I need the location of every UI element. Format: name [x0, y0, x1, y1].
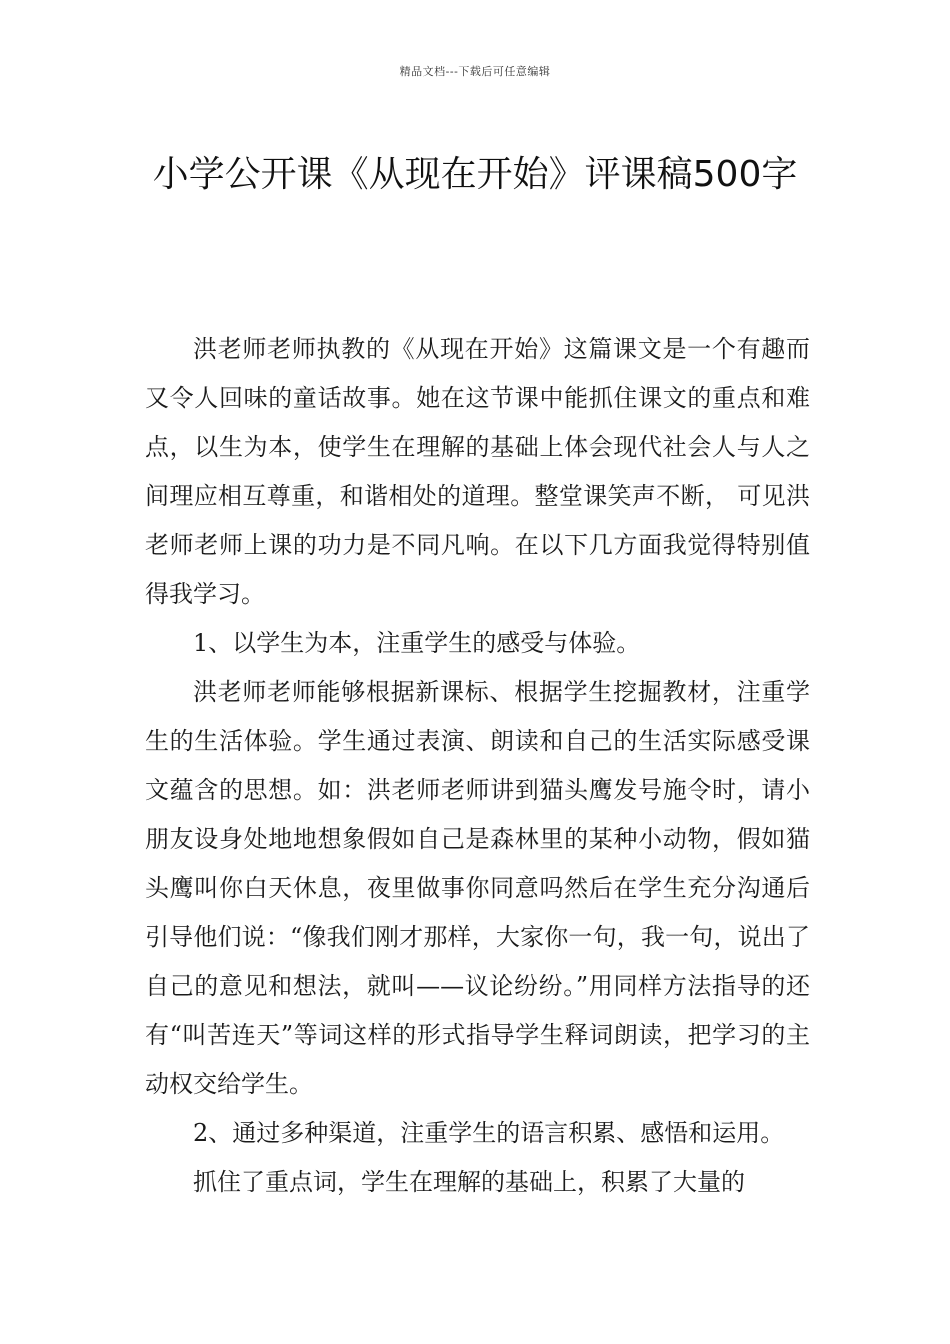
paragraph-point-2-heading: 2、通过多种渠道，注重学生的语言积累、感悟和运用。 [193, 1119, 785, 1147]
document-title: 小学公开课《从现在开始》评课稿500字 [152, 154, 798, 196]
paragraph-point-2-body: 抓住了重点词，学生在理解的基础上，积累了大量的 [193, 1168, 745, 1196]
header-note: 精品文档---下载后可任意编辑 [399, 65, 551, 78]
document-body [145, 325, 810, 1207]
paragraph-point-1-heading: 1、以学生为本，注重学生的感受与体验。 [193, 629, 641, 657]
paragraph-point-1-body: 洪老师老师能够根据新课标、根据学生挖掘教材，注重学生的生活体验。学生通过表演、朗读和自己的生活实际感受课文蕴含的思想。如：洪老师老师讲到猫头鹰发号施令时，请小朋友设身处地地想象假如自己是森林里的某种小动物，假如猫头鹰叫你白天休息，夜里做事你同意吗然后在学生充分沟通后引导他们说：“像我们刚才那样，大家你一句，我一句，说出了自己的意见和想法，就叫——议论纷纷。”用同样方法指导的还有“叫苦连天”等词这样的形式指导学生释词朗读，把学习的主动权交给学生。 [145, 678, 810, 1098]
paragraph-intro: 洪老师老师执教的《从现在开始》这篇课文是一个有趣而又令人回味的童话故事。她在这节课中能抓住课文的重点和难点，以生为本，使学生在理解的基础上体会现代社会人与人之间理应相互尊重，和谐相处的道理。整堂课笑声不断， 可见洪老师老师上课的功力是不同凡响。在以下几方面我觉得特别值得我学习。 [145, 335, 810, 608]
